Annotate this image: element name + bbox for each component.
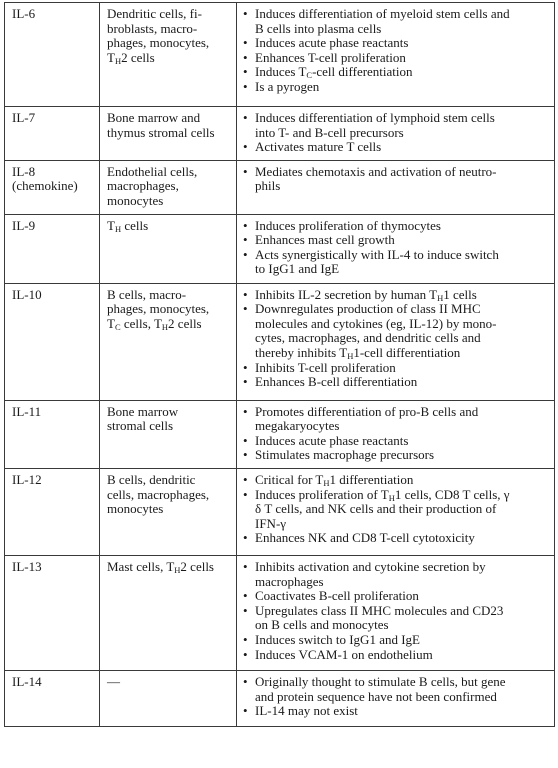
text-run: Mast cells, T <box>107 558 175 574</box>
bullet-icon: • <box>243 139 248 155</box>
interleukin-name: IL-7 <box>12 110 36 125</box>
interleukin-name: IL-6 <box>12 6 36 21</box>
subscript: H <box>323 477 330 488</box>
text-line <box>255 375 549 390</box>
effect-item <box>243 704 549 719</box>
text-run: Originally thought to stimulate B cells, but gene <box>255 673 506 689</box>
text-line <box>107 179 231 194</box>
effect-item <box>243 633 549 648</box>
text-line <box>107 488 231 503</box>
bullet-icon: • <box>243 359 248 375</box>
text-line <box>107 36 231 51</box>
text-line <box>255 704 549 719</box>
text-run: Induces proliferation of T <box>255 486 389 502</box>
effect-item <box>243 604 549 633</box>
text-run: 2 cells <box>180 558 214 574</box>
bullet-icon: • <box>243 673 248 689</box>
text-run: Enhances mast cell growth <box>255 232 395 248</box>
text-line <box>255 262 549 277</box>
text-run: T <box>107 217 115 233</box>
text-line <box>255 361 549 376</box>
effect-item <box>243 675 549 704</box>
effects-cell <box>237 214 555 283</box>
text-run: into T- and B-cell precursors <box>255 124 404 140</box>
text-line <box>255 80 549 95</box>
bullet-icon: • <box>243 486 248 502</box>
text-line <box>255 140 549 155</box>
effect-item <box>243 219 549 234</box>
text-line <box>255 517 549 532</box>
text-run: thereby inhibits T <box>255 344 348 360</box>
effects-cell <box>237 160 555 214</box>
text-line <box>255 111 549 126</box>
table-body <box>5 3 555 727</box>
text-line <box>255 448 549 463</box>
secreting-cells-cell <box>100 468 237 555</box>
text-run: Coactivates B-cell proliferation <box>255 588 419 604</box>
effect-item <box>243 434 549 449</box>
subscript: H <box>437 292 444 303</box>
text-line <box>255 589 549 604</box>
text-line <box>107 165 231 180</box>
subscript: C <box>306 70 313 81</box>
text-line <box>107 22 231 37</box>
table-row <box>5 670 555 726</box>
text-line <box>255 7 549 22</box>
interleukin-name: IL-9 <box>12 217 36 233</box>
text-run: cells, macrophages, <box>107 486 210 502</box>
subscript: H <box>174 564 181 575</box>
text-line <box>255 473 549 488</box>
interleukin-name-cell <box>5 107 100 161</box>
text-run: broblasts, macro- <box>107 20 198 36</box>
text-run: Induces proliferation of thymocytes <box>255 217 441 233</box>
bullet-icon: • <box>243 374 248 390</box>
bullet-icon: • <box>243 530 248 546</box>
cytokine-table-container <box>4 2 554 727</box>
text-run: 1-cell differentiation <box>353 344 461 360</box>
secreting-cells-cell <box>100 160 237 214</box>
subscript: C <box>114 321 121 332</box>
bullet-icon: • <box>243 588 248 604</box>
bullet-icon: • <box>243 163 248 179</box>
text-run: B cells, dendritic <box>107 471 196 487</box>
bullet-icon: • <box>243 110 248 125</box>
bullet-icon: • <box>243 301 248 317</box>
text-line <box>107 288 231 303</box>
text-line <box>255 51 549 66</box>
text-run: Induces switch to IgG1 and IgE <box>255 631 420 647</box>
bullet-icon: • <box>243 49 248 65</box>
subscript: H <box>114 223 122 234</box>
interleukin-name: IL-8 <box>12 163 36 179</box>
text-line <box>255 302 549 317</box>
effect-item <box>243 302 549 360</box>
text-line <box>255 618 549 633</box>
text-run: phages, monocytes, <box>107 301 210 317</box>
effect-item <box>243 288 549 303</box>
interleukin-name: IL-10 <box>12 286 42 302</box>
bullet-icon: • <box>243 217 248 233</box>
text-run: phages, monocytes, <box>107 35 210 51</box>
text-run: T <box>107 315 115 331</box>
text-line <box>255 419 549 434</box>
effects-cell <box>237 107 555 161</box>
text-line <box>255 575 549 590</box>
text-run: IFN-γ <box>255 515 287 531</box>
text-line <box>255 560 549 575</box>
text-line <box>255 633 549 648</box>
effects-cell <box>237 400 555 468</box>
text-line <box>107 194 231 209</box>
bullet-icon: • <box>243 246 248 262</box>
interleukin-name-cell <box>5 160 100 214</box>
text-run: Inhibits T-cell proliferation <box>255 359 396 375</box>
bullet-icon: • <box>243 432 248 448</box>
text-line <box>255 65 549 80</box>
effect-item <box>243 140 549 155</box>
bullet-icon: • <box>243 78 248 94</box>
text-line <box>107 675 231 690</box>
table-row <box>5 214 555 283</box>
secreting-cells-cell <box>100 670 237 726</box>
text-run: phils <box>255 178 281 194</box>
bullet-icon: • <box>243 64 248 80</box>
table-row <box>5 107 555 161</box>
subscript: H <box>388 492 395 503</box>
text-run: monocytes <box>107 192 164 208</box>
effect-item <box>243 233 549 248</box>
effects-cell <box>237 670 555 726</box>
text-run: -cell differentiation <box>312 64 413 80</box>
table-row <box>5 555 555 670</box>
text-run: 2 cells <box>121 49 155 65</box>
interleukin-name: IL-13 <box>12 558 42 574</box>
effect-item <box>243 488 549 532</box>
effect-item <box>243 405 549 434</box>
text-run: Is a pyrogen <box>255 78 320 94</box>
interleukin-name-cell <box>5 400 100 468</box>
text-run: B cells into plasma cells <box>255 20 382 36</box>
bullet-icon: • <box>243 646 248 662</box>
text-run: Stimulates macrophage precursors <box>255 447 435 463</box>
text-run: cells, T <box>120 315 162 331</box>
text-line <box>107 419 231 434</box>
text-run: Induces T <box>255 64 307 80</box>
secreting-cells-cell <box>100 400 237 468</box>
text-run: Endothelial cells, <box>107 163 198 179</box>
bullet-icon: • <box>243 403 248 419</box>
text-run: B cells, macro- <box>107 286 187 302</box>
table-row <box>5 160 555 214</box>
text-line <box>107 219 231 234</box>
interleukin-name-cell <box>5 3 100 107</box>
effects-cell <box>237 3 555 107</box>
subscript: H <box>161 321 169 332</box>
text-line <box>255 233 549 248</box>
text-line <box>107 317 231 332</box>
text-run: on B cells and monocytes <box>255 617 389 633</box>
interleukin-name-cell <box>5 283 100 400</box>
secreting-cells-cell <box>100 555 237 670</box>
text-line <box>107 473 231 488</box>
bullet-icon: • <box>243 447 248 463</box>
bullet-icon: • <box>243 6 248 21</box>
text-line <box>107 502 231 517</box>
text-run: Enhances NK and CD8 T-cell cytotoxicity <box>255 530 475 546</box>
text-line <box>107 7 231 22</box>
text-line <box>255 405 549 420</box>
bullet-icon: • <box>243 703 248 719</box>
secreting-cells-cell <box>100 214 237 283</box>
effect-item <box>243 361 549 376</box>
effect-item <box>243 648 549 663</box>
text-run: Inhibits activation and cytokine secretion by <box>255 558 486 574</box>
subscript: H <box>347 350 354 361</box>
text-run: and protein sequence have not been confirmed <box>255 688 497 704</box>
effect-item <box>243 589 549 604</box>
text-line <box>255 317 549 332</box>
text-run: Bone marrow <box>107 403 179 419</box>
effect-item <box>243 473 549 488</box>
text-line <box>255 36 549 51</box>
text-line <box>255 22 549 37</box>
effect-item <box>243 65 549 80</box>
cytokine-table <box>4 2 555 727</box>
bullet-icon: • <box>243 631 248 647</box>
effect-item <box>243 448 549 463</box>
bullet-icon: • <box>243 471 248 487</box>
effects-cell <box>237 468 555 555</box>
bullet-icon: • <box>243 286 248 302</box>
text-run: Induces differentiation of myeloid stem cells and <box>255 6 510 21</box>
table-row <box>5 400 555 468</box>
text-run: Bone marrow and <box>107 110 201 125</box>
interleukin-name-cell <box>5 670 100 726</box>
text-line <box>255 690 549 705</box>
secreting-cells-cell <box>100 283 237 400</box>
text-run: 1 cells, CD8 T cells, γ <box>394 486 510 502</box>
text-run: cytes, macrophages, and dendritic cells and <box>255 330 481 346</box>
text-run: Induces acute phase reactants <box>255 35 409 51</box>
text-line <box>255 675 549 690</box>
text-run: Mediates chemotaxis and activation of neutro- <box>255 163 497 179</box>
secreting-cells-cell <box>100 3 237 107</box>
effect-item <box>243 36 549 51</box>
effect-item <box>243 531 549 546</box>
text-run: Acts synergistically with IL-4 to induce switch <box>255 246 499 262</box>
effects-cell <box>237 555 555 670</box>
text-run: δ T cells, and NK cells and their production of <box>255 501 497 517</box>
text-run: cells <box>121 217 149 233</box>
interleukin-name-cell <box>5 555 100 670</box>
text-run: molecules and cytokines (eg, IL-12) by mono- <box>255 315 497 331</box>
text-run: — <box>107 673 120 689</box>
text-line <box>107 126 231 141</box>
text-line <box>255 331 549 346</box>
text-run: Induces VCAM-1 on endothelium <box>255 646 433 662</box>
text-run: macrophages, <box>107 178 179 194</box>
text-line <box>107 302 231 317</box>
text-run: 1 differentiation <box>329 471 414 487</box>
text-run: Promotes differentiation of pro-B cells and <box>255 403 479 419</box>
text-run: T <box>107 49 115 65</box>
effect-item <box>243 165 549 194</box>
interleukin-name: IL-14 <box>12 673 42 689</box>
text-line <box>255 434 549 449</box>
text-run: macrophages <box>255 573 324 589</box>
bullet-icon: • <box>243 35 248 51</box>
text-line <box>255 502 549 517</box>
text-line <box>255 488 549 503</box>
table-row <box>5 468 555 555</box>
text-run: Activates mature T cells <box>255 139 382 155</box>
interleukin-name: (chemokine) <box>12 178 78 194</box>
text-run: 2 cells <box>168 315 202 331</box>
text-line <box>255 165 549 180</box>
text-run: to IgG1 and IgE <box>255 261 340 277</box>
text-run: Upregulates class II MHC molecules and CD23 <box>255 602 504 618</box>
effect-item <box>243 111 549 140</box>
text-line <box>255 288 549 303</box>
subscript: H <box>114 55 122 66</box>
interleukin-name-cell <box>5 468 100 555</box>
text-line <box>107 560 231 575</box>
bullet-icon: • <box>243 232 248 248</box>
text-run: 1 cells <box>443 286 477 302</box>
table-row <box>5 283 555 400</box>
text-run: monocytes <box>107 501 164 517</box>
interleukin-name: IL-11 <box>12 403 42 419</box>
text-line <box>255 219 549 234</box>
text-line <box>255 346 549 361</box>
text-run: thymus stromal cells <box>107 124 215 140</box>
text-line <box>255 126 549 141</box>
text-line <box>255 248 549 263</box>
table-row <box>5 3 555 107</box>
effect-item <box>243 375 549 390</box>
effect-item <box>243 560 549 589</box>
secreting-cells-cell <box>100 107 237 161</box>
text-line <box>255 531 549 546</box>
text-line <box>107 51 231 66</box>
effects-cell <box>237 283 555 400</box>
text-run: megakaryocytes <box>255 418 340 434</box>
text-line <box>107 111 231 126</box>
text-line <box>255 179 549 194</box>
bullet-icon: • <box>243 558 248 574</box>
effect-item <box>243 51 549 66</box>
text-run: Downregulates production of class II MHC <box>255 301 481 317</box>
text-run: stromal cells <box>107 418 174 434</box>
bullet-icon: • <box>243 602 248 618</box>
text-run: IL-14 may not exist <box>255 703 358 719</box>
text-line <box>107 405 231 420</box>
text-run: Induces differentiation of lymphoid stem cells <box>255 110 495 125</box>
text-run: Dendritic cells, fi- <box>107 6 202 21</box>
text-run: Enhances B-cell differentiation <box>255 374 418 390</box>
effect-item <box>243 248 549 277</box>
text-run: Critical for T <box>255 471 324 487</box>
interleukin-name-cell <box>5 214 100 283</box>
text-line <box>255 604 549 619</box>
text-line <box>255 648 549 663</box>
effect-item <box>243 80 549 95</box>
text-run: Induces acute phase reactants <box>255 432 409 448</box>
text-run: Inhibits IL-2 secretion by human T <box>255 286 438 302</box>
text-run: Enhances T-cell proliferation <box>255 49 406 65</box>
interleukin-name: IL-12 <box>12 471 42 487</box>
effect-item <box>243 7 549 36</box>
